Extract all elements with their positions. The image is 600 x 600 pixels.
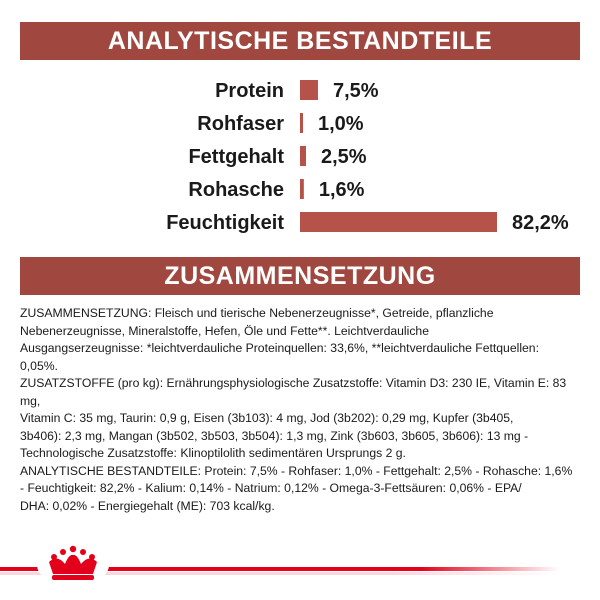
bar-protein: [300, 80, 318, 100]
composition-line: - Feuchtigkeit: 82,2% - Kalium: 0,14% - Natrium: 0,12% - Omega-3-Fettsäuren: 0,06% - EPA/: [20, 481, 522, 495]
value-label: 7,5%: [332, 80, 379, 102]
bar-feuchtigkeit: [300, 212, 497, 232]
category-label: Rohfaser: [197, 113, 284, 135]
bar-rohfaser: [300, 113, 303, 133]
composition-line: Ausgangserzeugnisse: *leichtverdauliche Proteinquellen: 33,6%, **leichtverdauliche Fettquellen: 0,05%.: [20, 341, 539, 373]
composition-banner: [20, 257, 580, 295]
bar-fettgehalt: [300, 146, 306, 166]
value-label: 1,0%: [318, 113, 364, 135]
brand-footer: [0, 540, 600, 590]
analysis-title: ANALYTISCHE BESTANDTEILE: [107, 26, 493, 55]
composition-text: [20, 305, 580, 515]
composition-line: Nebenerzeugnisse, Mineralstoffe, Hefen, Öle und Fette**. Leichtverdauliche: [20, 323, 429, 338]
bar-rohasche: [300, 179, 304, 199]
composition-line: Technologische Zusatzstoffe: Klinoptilolith sedimentären Ursprungs 2 g.: [20, 446, 406, 460]
category-label: Fettgehalt: [188, 146, 284, 168]
analysis-banner: [20, 22, 580, 60]
value-label: 2,5%: [320, 146, 367, 168]
composition-title: ZUSAMMENSETZUNG: [164, 261, 436, 290]
category-label: Protein: [215, 80, 284, 102]
crown-icon: [35, 540, 111, 586]
composition-line: DHA: 0,02% - Energiegehalt (ME): 703 kcal/kg.: [20, 498, 275, 513]
value-label: 82,2%: [512, 212, 569, 234]
value-label: 1,6%: [318, 179, 365, 201]
composition-line: ANALYTISCHE BESTANDTEILE: Protein: 7,5% - Rohfaser: 1,0% - Fettgehalt: 2,5% - Rohasche: 1,6%: [20, 463, 573, 478]
category-label: Rohasche: [188, 179, 284, 201]
composition-line: ZUSAMMENSETZUNG: Fleisch und tierische Nebenerzeugnisse*, Getreide, pflanzliche: [20, 306, 494, 320]
composition-line: ZUSATZSTOFFE (pro kg): Ernährungsphysiologische Zusatzstoffe: Vitamin D3: 230 IE, Vitamin E: 83 mg,: [20, 376, 567, 408]
composition-line: Vitamin C: 35 mg, Taurin: 0,9 g, Eisen (3b103): 4 mg, Jod (3b202): 0,29 mg, Kupfer (3b405,: [20, 411, 514, 425]
category-label: Feuchtigkeit: [166, 212, 284, 234]
composition-line: 3b406): 2,3 mg, Mangan (3b502, 3b503, 3b504): 1,3 mg, Zink (3b603, 3b605, 3b606): 13 mg -: [20, 428, 529, 443]
nutrient-bar-chart: [0, 70, 600, 245]
